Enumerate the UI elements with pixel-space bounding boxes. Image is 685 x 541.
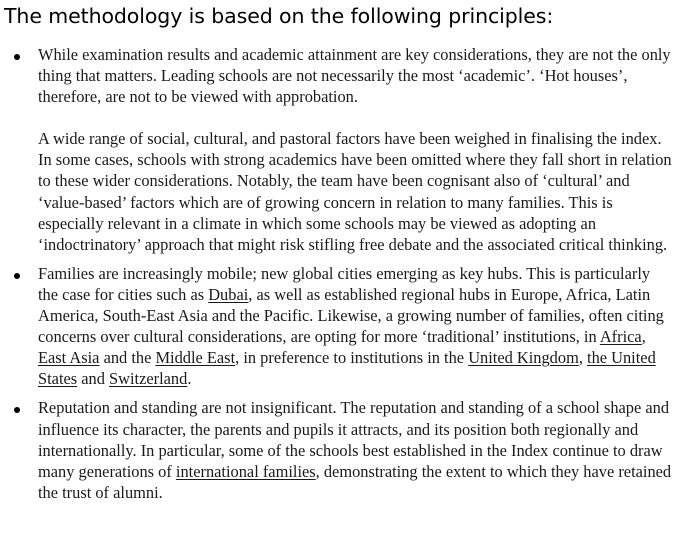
text-segment: , <box>578 348 588 368</box>
text-segment: and the <box>99 348 156 368</box>
link-africa[interactable]: Africa <box>599 327 642 347</box>
list-item-reputation <box>0 397 672 502</box>
link-middle-east[interactable]: Middle East <box>155 348 236 368</box>
paragraph-mobility <box>38 263 672 390</box>
paragraph-wider-factors: A wide range of social, cultural, and pastoral factors have been weighed in finalising the index. In some cases, schools with strong academics have been omitted where they fall short in relation to these wider considerations. Notably, the team have been cognisant also of ‘cultural’ and ‘value-based’ factors which are of growing concern in relation to many families. This is especially relevant in a climate in which some schools may be viewed as adopting an ‘indoctrinatory’ approach that might risk stifling free debate and the associated critical thinking. <box>38 129 672 254</box>
link-united-kingdom[interactable]: United Kingdom <box>468 348 579 368</box>
link-switzerland[interactable]: Switzerland <box>109 369 188 389</box>
text-segment: , as well as established regional hubs in Europe, Africa, Latin America, South-East Asia and the Pacific. Likewise, a growing number of families, often citing concerns over cultural considerations, are opting for more ‘traditional’ institutions, in <box>38 284 664 347</box>
text-segment: , in preference to institutions in the <box>235 348 469 368</box>
page-heading: The methodology is based on the following principles: <box>4 4 554 28</box>
link-international-families[interactable]: international families <box>175 461 316 481</box>
principles-list <box>0 44 685 503</box>
bullet-icon <box>14 273 20 279</box>
text-segment: Families are increasingly mobile; new global cities emerging as key hubs. This is particularly the case for cities such as <box>38 263 651 304</box>
link-united-states[interactable]: the United States <box>38 348 656 389</box>
text-segment: . <box>187 369 192 389</box>
text-segment: , demonstrating the extent to which they have retained the trust of alumni. <box>38 461 672 502</box>
paragraph-reputation <box>38 397 672 502</box>
link-east-asia[interactable]: East Asia <box>38 348 100 368</box>
text-segment: , <box>641 327 646 347</box>
text-segment: Reputation and standing are not insignificant. The reputation and standing of a school shape and influence its character, the parents and pupils it attracts, and its position both regionally and internationally. In particular, some of the schools best established in the Index continue to draw many generations of <box>38 398 670 481</box>
bullet-icon <box>14 54 20 60</box>
list-item-academic <box>0 44 672 255</box>
list-item-mobility <box>0 263 672 390</box>
paragraph-academic: While examination results and academic attainment are key considerations, they are not the only thing that matters. Leading schools are not necessarily the most ‘academic’. ‘Hot houses’, therefore, are not to be viewed with approbation. <box>38 45 671 107</box>
link-dubai[interactable]: Dubai <box>208 284 249 304</box>
bullet-icon <box>14 407 20 413</box>
text-segment: and <box>77 369 110 389</box>
